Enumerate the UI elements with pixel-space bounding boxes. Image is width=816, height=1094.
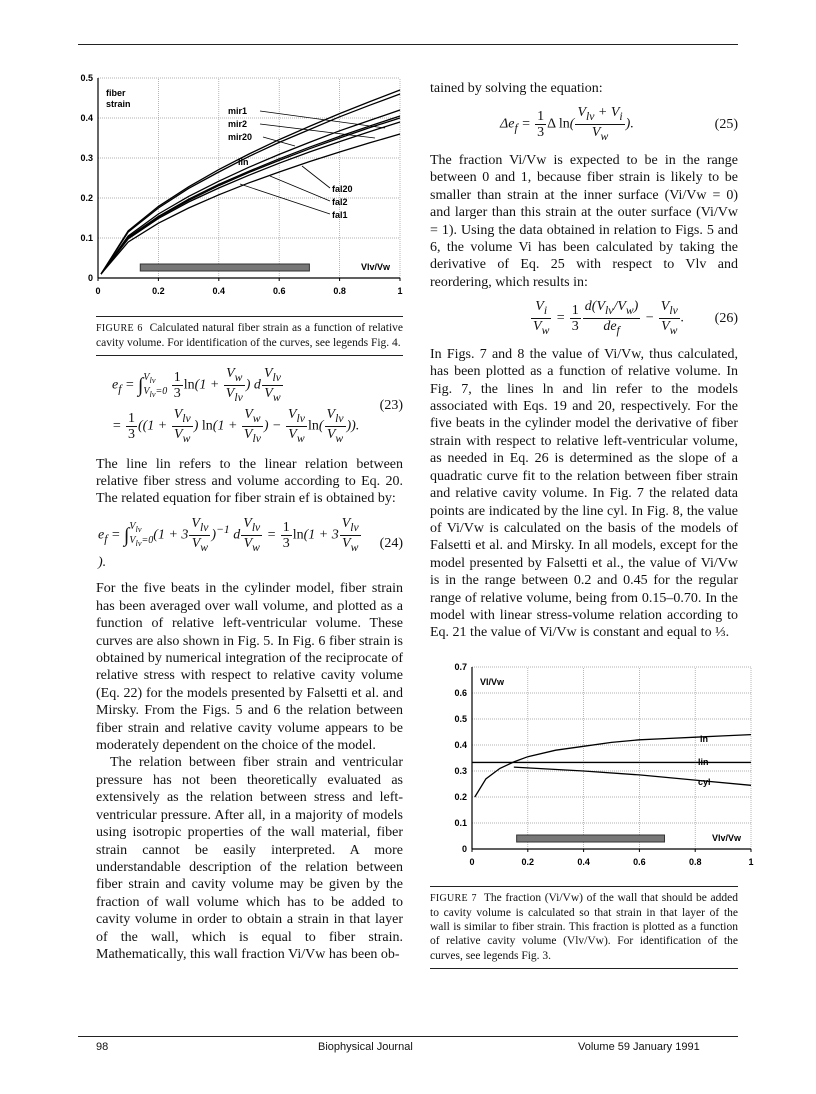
- leader-line: [260, 111, 385, 128]
- equation-25: $\Delta e_f$ = $\frac{1}{3}$ Δ ln( $\frac{V_{lv} + V_i}{V_w}$ ).: [500, 105, 634, 143]
- y-tick-label: 0.6: [454, 687, 467, 698]
- volume-range-bar: [140, 264, 309, 271]
- y-axis-label: fiber: [106, 88, 126, 98]
- equation-26: $\frac{V_i}{V_w}$ = $\frac{1}{3}$ $\frac{d(V_{lv}/V_w)}{de_f}$ − $\frac{V_{lv}}{V_w}$ .: [533, 299, 685, 337]
- footer-rule: [78, 1036, 738, 1037]
- y-tick-label: 0.7: [454, 661, 467, 672]
- y-tick-label: 0.4: [454, 739, 467, 750]
- x-axis-label: Vlv/Vw: [711, 832, 741, 843]
- page-number: 98: [96, 1041, 109, 1053]
- series-label-mir2: mir2: [228, 119, 248, 129]
- equation-23-number: (23): [379, 398, 403, 413]
- top-rule: [78, 44, 738, 45]
- paragraph: In Figs. 7 and 8 the value of Vi/Vw, thus calculated, has been plotted as a function of relative volume. In Fig. 7, the lines ln and lin refer to the models associated with Eqs. 19 and 20, respectively. For the five beats in the cylinder model the derivative of fiber strain with respect to relative left-ventricular volume, as needed in Eq. 26 is determined as the slope of a quadratic curve fit to the relation between fiber strain and relative cavity volume. In Fig. 7 the related data points are indicated by the line cyl. In Fig. 8, the value of Vi/Vw is calculated on the basis of the models of Falsetti et al. and Mirsky. In all models, except for the model presented by Falsetti et al., the value of Vi/Vw is in the range between 0.2 and 0.45 for the regular range of relative volume, being from 0.15–0.70. In the model with linear stress-volume relation according to Eq. 21 the value of Vi/Vw is constant and equal to ⅓.: [430, 346, 738, 641]
- x-tick-label: 0.4: [577, 856, 590, 867]
- y-tick-label: 0.2: [454, 791, 467, 802]
- series-label-lin: lin: [238, 157, 249, 167]
- x-tick-label: 0.8: [333, 286, 346, 296]
- series-label-mir1: mir1: [228, 106, 248, 116]
- y-tick-label: 0.3: [454, 765, 467, 776]
- caption-rule: [96, 316, 403, 317]
- journal-name: Biophysical Journal: [318, 1041, 413, 1053]
- y-tick-label: 0.1: [454, 817, 467, 828]
- figure-6-block: [96, 316, 403, 963]
- y-tick-label: 0.1: [80, 233, 93, 243]
- paragraph: The fraction Vi/Vw is expected to be in the range between 0 and 1, because fiber strain is likely to be smaller than strain at the inner surface (Vi/Vw = 0) and larger than this strain at the outer surface (Vi/Vw = 1). Using the data obtained in relation to Figs. 5 and 6, the volume Vi has been calculated by taking the derivative of Eq. 25 with respect to Vlv and reordering, which results in:: [430, 153, 738, 290]
- equation-25-number: (25): [714, 116, 738, 132]
- series-label-mir20: mir20: [228, 132, 253, 142]
- paragraph: The line lin refers to the linear relation between relative fiber stress and volume according to Eq. 20. The related equation for fiber strain ef is obtained by:: [96, 456, 403, 507]
- x-axis-label: Vlv/Vw: [360, 262, 390, 272]
- series-label-fal20: fal20: [332, 184, 353, 194]
- x-tick-label: 0.2: [152, 286, 165, 296]
- equation-24-number: (24): [379, 536, 403, 552]
- caption-text: Calculated natural fiber strain as a function of relative cavity volume. For identification of the curves, see legends Fig. 4.: [96, 322, 404, 350]
- figure-6-caption: [96, 321, 403, 350]
- series-label-fal1: fal1: [332, 210, 348, 220]
- caption-text: The fraction (Vi/Vw) of the wall that should be added to cavity volume is calculated so that strain in that layer of the wall is similar to fiber strain. This fraction is plotted as a function of relative cavity volume (Vlv/Vw). For identification of the curves, see legends Fig. 3.: [430, 891, 738, 962]
- y-tick-label: 0.4: [80, 113, 93, 123]
- figure-7-caption: [430, 891, 738, 963]
- series-label-fal2: fal2: [332, 197, 348, 207]
- volume-info: Volume 59 January 1991: [578, 1041, 700, 1053]
- x-tick-label: 0.6: [633, 856, 646, 867]
- series-line-mir2: [101, 94, 400, 274]
- y-tick-label: 0.3: [80, 153, 93, 163]
- y-tick-label: 0: [87, 273, 93, 283]
- y-axis-label: Vl/Vw: [480, 676, 505, 687]
- y-tick-label: 0.2: [80, 193, 93, 203]
- caption-rule: [430, 886, 738, 887]
- caption-rule: [430, 968, 738, 969]
- caption-rule: [96, 355, 403, 356]
- y-tick-label: 0.5: [80, 73, 93, 83]
- equation-24: $e_f$ = ∫ $V_{lv}$ $V_{lv}=0$ (1 + 3 $\frac{V_{lv}}{V_w}$ )$^{-1}$ d $\frac{V_{lv}}{V_w}$ = $\frac{1}{3}$ ln(1 + 3 $\frac{V_{lv}}{V_w}$ ).: [98, 515, 359, 571]
- equation-24-row: [96, 516, 403, 573]
- series-label-ln: ln: [700, 733, 708, 744]
- equation-26-row: [430, 299, 738, 338]
- figure-7-chart: [420, 656, 790, 876]
- caption-label: FIGURE 6: [96, 323, 143, 334]
- x-tick-label: 1: [748, 856, 754, 867]
- equation-25-row: [430, 105, 738, 144]
- x-tick-label: 0.8: [688, 856, 702, 867]
- caption-label: FIGURE 7: [430, 892, 477, 904]
- right-column: [430, 80, 754, 969]
- paragraph: The relation between fiber strain and ventricular pressure has not been theoretically evaluated as extensively as the relation between stress and left-ventricular pressure. After all, in a majority of models using isotropic properties of the wall material, fiber strain cannot be easily interpreted. A more understandable description of the relation between fiber strain and cavity volume may be given by the fraction of wall volume which has to be added to cavity volume in order to obtain a strain in that layer of the wall, which is equal to fiber strain. Mathematically, this wall fraction Vi/Vw has been ob-: [96, 755, 403, 962]
- paragraph: For the five beats in the cylinder model, fiber strain has been averaged over wall volume, and plotted as a function of relative left-ventricular volume. These curves are also shown in Fig. 5. In Fig. 6 fiber strain is obtained by numerical integration of the reciprocate of relative stress with respect to relative cavity volume (Eq. 22) for the models presented by Falsetti et al. and Mirsky. From the Figs. 5 and 6 the relation between fiber strain and relative cavity volume appears to be moderately dependent on the choice of the model.: [96, 581, 403, 754]
- volume-range-bar: [517, 835, 665, 842]
- series-line-ln: [475, 734, 751, 796]
- left-column: [60, 66, 403, 963]
- equation-26-number: (26): [714, 310, 738, 326]
- leader-line: [302, 166, 330, 188]
- y-tick-label: 0: [461, 843, 467, 854]
- series-label-lin: lin: [698, 756, 709, 767]
- x-tick-label: 0.2: [521, 856, 535, 867]
- figure-6-chart: [60, 66, 420, 296]
- series-line-cyl: [514, 767, 751, 785]
- y-axis-label: strain: [106, 99, 131, 109]
- equation-23-row: [96, 364, 403, 447]
- footer: [78, 1036, 738, 1053]
- paragraph: tained by solving the equation:: [430, 81, 603, 96]
- x-tick-label: 1: [397, 286, 403, 296]
- equation-23: $e_f$ = ∫ $V_{lv}$ $V_{lv}=0$ $\frac{1}{3}$ ln(1 + $\frac{V_w}{V_{lv}}$ ) d $\frac{V_{lv}}{V_w}$ = $\frac{1}{3}$ ((1 + $\frac{V_{lv}}{V_w}$ ) ln(1 + $\frac{V_w}{V_{lv}}$ ) − $\frac{V_{lv}}{V_w}$ ln( $\frac{V_{lv}}{V_w}$ )).: [112, 366, 360, 445]
- series-label-cyl: cyl: [698, 776, 711, 787]
- x-tick-label: 0.4: [212, 286, 226, 296]
- x-tick-label: 0: [469, 856, 475, 867]
- x-tick-label: 0.6: [272, 286, 286, 296]
- y-tick-label: 0.5: [454, 713, 467, 724]
- leader-line: [240, 184, 330, 214]
- x-tick-label: 0: [95, 286, 101, 296]
